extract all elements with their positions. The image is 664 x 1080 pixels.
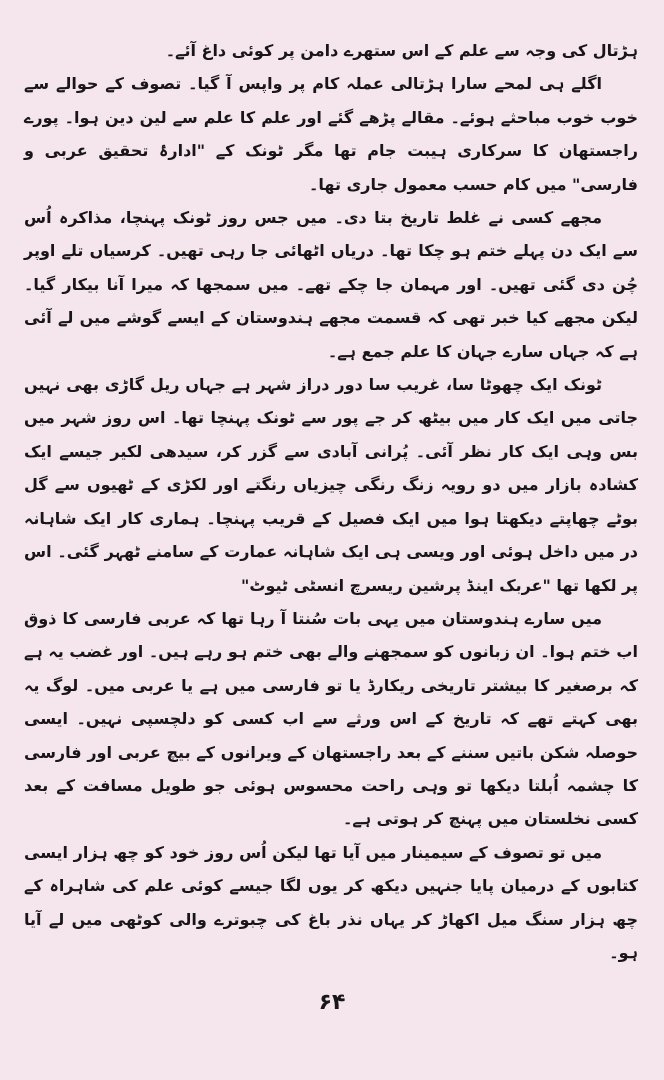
- paragraph-2: اگلے ہی لمحے سارا ہڑتالی عملہ کام پر واپس آ گیا۔ تصوف کے حوالے سے خوب خوب مباحثے ہوئے۔ مقالے پڑھے گئے اور علم کا علم سے لین دین ہوا۔ پورے راجستھان کا سرکاری ہیبت جام تھا مگر ٹونک کے "ادارۂ تحقیق عربی و فارسی" میں کام حسب معمول جاری تھا۔: [24, 74, 638, 194]
- paragraph-6: میں تو تصوف کے سیمینار میں آیا تھا لیکن اُس روز خود کو چھ ہزار ایسی کتابوں کے درمیان پایا جنہیں دیکھ کر یوں لگا جیسے کوئی علم کی شاہراہ کے چھ ہزار سنگ میل اکھاڑ کر یہاں نذر باغ کی چبوترے والی کوٹھی میں لے آیا ہو۔: [24, 842, 638, 962]
- paragraph-4: ٹونک ایک چھوٹا سا، غریب سا دور دراز شہر ہے جہاں ریل گاڑی بھی نہیں جاتی میں ایک کار میں بیٹھ کر جے پور سے ٹونک پہنچا تھا۔ اس روز شہر میں بس وہی ایک کار نظر آئی۔ پُرانی آبادی سے گزر کر، سیدھی لکیر جیسے ایک کشادہ بازار میں دو رویہ زنگ رنگی چیزیاں رنگتے اور لکڑی کے ٹھیوں سے گل بوٹے چھاپتے دیکھتا ہوا میں ایک فصیل کے قریب پہنچا۔ ہماری کار ایک شاہانہ در میں داخل ہوئی اور ویسی ہی ایک شاہانہ عمارت کے سامنے ٹھہر گئی۔ اس پر لکھا تھا "عربک اینڈ پرشین ریسرچ انسٹی ٹیوٹ": [24, 375, 638, 595]
- paragraph-5: میں سارے ہندوستان میں یہی بات سُنتا آ رہا تھا کہ عربی فارسی کا ذوق اب ختم ہوا۔ ان زبانوں کو سمجھنے والے بھی ختم ہو رہے ہیں۔ اور غضب یہ ہے کہ برصغیر کا بیشتر تاریخی ریکارڈ یا تو فارسی میں ہے یا عربی میں۔ لوگ یہ بھی کہتے تھے کہ تاریخ کے اس ورثے سے اب کسی کو دلچسپی نہیں۔ ایسی حوصلہ شکن باتیں سننے کے بعد راجستھان کے ویرانوں کے بیچ عربی اور فارسی کا چشمہ اُبلتا دیکھا تو وہی راحت محسوس ہوئی جو طویل مسافت کے بعد کسی نخلستان میں پہنچ کر ہوتی ہے۔: [24, 608, 638, 829]
- paragraph-3: مجھے کسی نے غلط تاریخ بتا دی۔ میں جس روز ٹونک پہنچا، مذاکرہ اُس سے ایک دن پہلے ختم ہو چکا تھا۔ دریاں اٹھائی جا رہی تھیں۔ کرسیاں تلے اوپر چُن دی گئی تھیں۔ اور مہمان جا چکے تھے۔ میں سمجھا کہ میرا آنا بیکار گیا۔ لیکن مجھے کیا خبر تھی کہ قسمت مجھے ہندوستان کے ایسے گوشے میں لے آئی ہے کہ جہاں سارے جہان کا علم جمع ہے۔: [24, 208, 638, 361]
- page-body-text: [24, 34, 638, 969]
- paragraph-1: ہڑتال کی وجہ سے علم کے اس ستھرے دامن پر کوئی داغ آئے۔: [165, 41, 638, 60]
- page-number: ۶۴: [318, 990, 346, 1015]
